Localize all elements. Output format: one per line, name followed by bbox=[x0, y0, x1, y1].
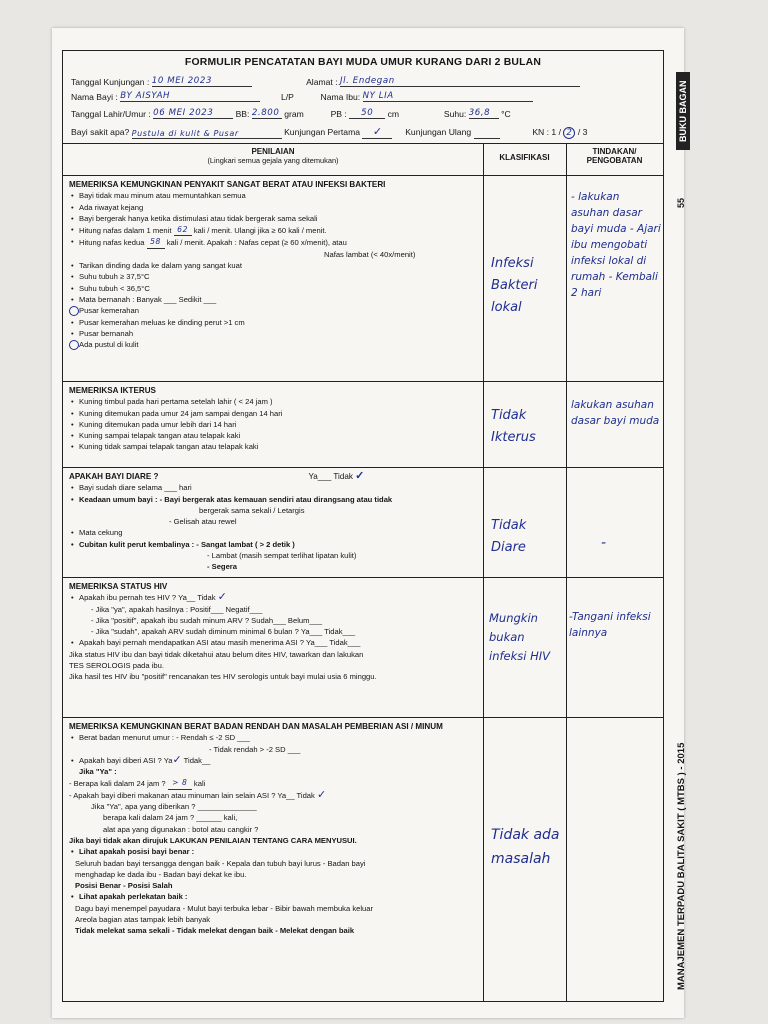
kn-value[interactable]: 2 bbox=[563, 127, 575, 139]
s5-title: MEMERIKSA KEMUNGKINAN BERAT BADAN RENDAH DAN MASALAH PEMBERIAN ASI / MINUM bbox=[69, 722, 443, 731]
tanggal-lahir-label: Tanggal Lahir/Umur : bbox=[71, 109, 151, 119]
s2-tindakan[interactable]: lakukan asuhan dasar bayi muda bbox=[571, 399, 660, 427]
s5-posisi-options[interactable]: Posisi Benar - Posisi Salah bbox=[75, 881, 173, 891]
buku-bagan-tab: BUKU BAGAN bbox=[676, 73, 690, 151]
footer-mtbs: MANAJEMEN TERPADU BALITA SAKIT ( MTBS ) - 2015 bbox=[676, 742, 687, 990]
s1-item[interactable]: • Mata bernanah : Banyak ___ Sedikit ___ bbox=[69, 294, 481, 305]
s3-ya-tidak[interactable]: Ya___ Tidak bbox=[308, 472, 353, 481]
s5-kali: kali bbox=[193, 779, 206, 789]
section-ikterus bbox=[69, 385, 481, 453]
s5-perlekatan-options[interactable]: Tidak melekat sama sekali - Tidak melekat dengan baik - Melekat dengan baik bbox=[75, 926, 355, 936]
section-diare bbox=[69, 471, 481, 573]
s5-klasifikasi[interactable]: Tidak ada masalah bbox=[491, 827, 560, 867]
kn-label: KN : 1 / bbox=[532, 127, 561, 137]
s3-tidak-check[interactable]: ✓ bbox=[355, 470, 365, 482]
s5-note: Jika bayi tidak akan dirujuk LAKUKAN PENILAIAN TENTANG CARA MENYUSUI. bbox=[69, 835, 357, 845]
s1-pusar-kemerahan: Pusar kemerahan bbox=[79, 306, 139, 316]
s4-item[interactable]: - Jika "sudah", apakah ARV sudah diminum minimal 6 bulan ? Ya___ Tidak___ bbox=[91, 627, 356, 637]
form-frame bbox=[62, 50, 664, 1002]
s4-tes-hiv: Apakah ibu pernah tes HIV ? Ya__ Tidak bbox=[79, 593, 216, 603]
s1-item[interactable]: • Bayi bergerak hanya ketika distimulasi atau tidak bergerak sama sekali bbox=[69, 213, 481, 224]
page-number: 55 bbox=[676, 197, 686, 208]
s5-perlekatan-text: Dagu bayi menempel payudara - Mulut bayi terbuka lebar - Bibir bawah membuka keluar bbox=[75, 903, 373, 913]
s5-asi-check[interactable]: ✓ bbox=[172, 753, 182, 766]
s3-gelisah[interactable]: - Gelisah atau rewel bbox=[169, 517, 237, 527]
s3-lambat[interactable]: - Lambat (masih sempat terlihat lipatan kulit) bbox=[207, 551, 357, 561]
s3-tindakan[interactable]: - bbox=[601, 535, 607, 551]
tanggal-lahir-value[interactable]: 06 MEI 2023 bbox=[153, 108, 233, 119]
col-tindakan: TINDAKAN/ PENGOBATAN bbox=[586, 147, 643, 165]
sakit-value[interactable]: Pustula di kulit & Pusar bbox=[132, 129, 282, 139]
s4-note: Jika status HIV ibu dan bayi tidak diketahui atau belum dites HIV, tawarkan dan lakukan bbox=[69, 649, 364, 659]
bb-label: BB: bbox=[235, 109, 250, 119]
s1-nafas-lambat: Nafas lambat (< 40x/menit) bbox=[324, 249, 416, 259]
section-hiv bbox=[69, 581, 481, 683]
col-klasifikasi: KLASIFIKASI bbox=[499, 153, 550, 162]
s2-item[interactable]: • Kuning sampai telapak tangan atau telapak kaki bbox=[69, 430, 481, 441]
s5-item[interactable]: Jika "Ya", apa yang diberikan ? ______________ bbox=[91, 802, 257, 812]
s1-item[interactable]: • Pusar kemerahan meluas ke dinding perut >1 cm bbox=[69, 317, 481, 328]
s2-klasifikasi[interactable]: Tidak Ikterus bbox=[491, 408, 536, 445]
header-row-1 bbox=[71, 76, 580, 87]
kn-suffix: / 3 bbox=[577, 127, 588, 137]
s1-nafas1-label: Hitung nafas dalam 1 menit bbox=[79, 226, 172, 236]
pb-value[interactable]: 50 bbox=[349, 108, 385, 119]
s5-perlekatan-title: • Lihat apakah perlekatan baik : bbox=[69, 891, 481, 902]
form-title: FORMULIR PENCATATAN BAYI MUDA UMUR KURANG DARI 2 BULAN bbox=[184, 57, 542, 68]
s5-posisi-text: menghadap ke dada ibu - Badan bayi dekat ke ibu. bbox=[75, 869, 247, 879]
s1-item-circled[interactable] bbox=[69, 305, 481, 316]
pb-label: PB : bbox=[330, 109, 347, 119]
s1-nafas1-text: kali / menit. Ulangi jika ≥ 60 kali / menit. bbox=[193, 226, 327, 236]
s5-jika-ya: Jika "Ya" : bbox=[79, 767, 117, 777]
header-row-2 bbox=[71, 91, 533, 102]
kunjungan-pertama-label: Kunjungan Pertama bbox=[284, 127, 361, 137]
assessment-table bbox=[63, 143, 663, 1001]
s5-item[interactable]: alat apa yang digunakan : botol atau cangkir ? bbox=[103, 824, 259, 834]
pb-unit: cm bbox=[387, 109, 400, 119]
s3-letargis: bergerak sama sekali / Letargis bbox=[199, 505, 305, 515]
kunjungan-ulang-field[interactable] bbox=[474, 138, 500, 139]
suhu-label: Suhu: bbox=[443, 109, 467, 119]
s2-item[interactable]: • Kuning ditemukan pada umur lebih dari 14 hari bbox=[69, 419, 481, 430]
s5-item-berapa[interactable] bbox=[69, 777, 481, 789]
s5-perlekatan-text: Areola bagian atas tampak lebih banyak bbox=[75, 915, 211, 925]
s3-segera[interactable]: - Segera bbox=[207, 562, 237, 572]
sakit-label: Bayi sakit apa? bbox=[71, 127, 130, 137]
s4-klasifikasi[interactable]: Mungkin bukan infeksi HIV bbox=[489, 611, 551, 663]
s2-item[interactable]: • Kuning timbul pada hari pertama setelah lahir ( < 24 jam ) bbox=[69, 396, 481, 407]
s3-item[interactable]: • Bayi sudah diare selama ___ hari bbox=[69, 482, 481, 493]
col-penilaian-sub: (Lingkari semua gejala yang ditemukan) bbox=[207, 156, 339, 165]
form-paper bbox=[52, 28, 684, 1018]
tanggal-kunjungan-label: Tanggal Kunjungan : bbox=[71, 77, 150, 87]
s1-item-circled[interactable] bbox=[69, 339, 481, 350]
s2-item[interactable]: • Kuning ditemukan pada umur 24 jam sampai dengan 14 hari bbox=[69, 408, 481, 419]
s1-item[interactable]: • Suhu tubuh ≥ 37,5°C bbox=[69, 271, 481, 282]
s1-item[interactable]: • Suhu tubuh < 36,5°C bbox=[69, 283, 481, 294]
s5-berapa-value[interactable]: > 8 bbox=[168, 777, 192, 789]
s5-item[interactable]: berapa kali dalam 24 jam ? ______ kali, bbox=[103, 813, 238, 823]
nama-bayi-label: Nama Bayi : bbox=[71, 92, 118, 102]
row-line-s4 bbox=[63, 717, 663, 718]
col-penilaian-title: PENILAIAN bbox=[251, 147, 295, 156]
s4-note: TES SEROLOGIS pada ibu. bbox=[69, 661, 164, 671]
s5-asi-tidak: Tidak__ bbox=[183, 755, 211, 765]
bb-value[interactable]: 2.800 bbox=[252, 108, 282, 119]
s1-item[interactable]: • Bayi tidak mau minum atau memuntahkan semua bbox=[69, 190, 481, 201]
s4-tindakan[interactable]: -Tangani infeksi lainnya bbox=[569, 611, 651, 639]
s5-berapa-label: - Berapa kali dalam 24 jam ? bbox=[69, 779, 166, 789]
s4-title: MEMERIKSA STATUS HIV bbox=[69, 582, 168, 591]
s1-item[interactable]: • Tarikan dinding dada ke dalam yang sangat kuat bbox=[69, 260, 481, 271]
tanggal-kunjungan-value[interactable]: 10 MEI 2023 bbox=[152, 76, 252, 87]
s1-title: MEMERIKSA KEMUNGKINAN PENYAKIT SANGAT BERAT ATAU INFEKSI BAKTERI bbox=[69, 180, 386, 189]
s4-item[interactable] bbox=[69, 592, 481, 603]
s1-item[interactable]: • Pusar bernanah bbox=[69, 328, 481, 339]
lp-label: L/P bbox=[280, 92, 294, 102]
s4-item[interactable]: • Apakah bayi pernah mendapatkan ASI atau masih menerima ASI ? Ya___ Tidak___ bbox=[69, 637, 481, 648]
header-row-3 bbox=[71, 108, 511, 119]
s3-item[interactable]: • Mata cekung bbox=[69, 527, 481, 538]
s3-item[interactable]: • Cubitan kulit perut kembalinya : - Sangat lambat ( > 2 detik ) bbox=[69, 539, 481, 550]
row-line-s2 bbox=[63, 467, 663, 468]
section-infeksi-bakteri bbox=[69, 179, 481, 350]
nama-ibu-label: Nama Ibu: bbox=[320, 92, 361, 102]
s1-nafas2-label: Hitung nafas kedua bbox=[79, 238, 145, 248]
circle-mark-icon bbox=[69, 340, 79, 350]
s5-asi-ya: Apakah bayi diberi ASI ? Ya bbox=[79, 755, 173, 765]
suhu-unit: °C bbox=[501, 109, 511, 119]
nama-bayi-value[interactable]: BY AISYAH bbox=[120, 91, 260, 102]
s5-makanan-check[interactable]: ✓ bbox=[316, 788, 327, 801]
s5-posisi-title: • Lihat apakah posisi bayi benar : bbox=[69, 846, 481, 857]
s4-item[interactable]: - Jika "ya", apakah hasilnya : Positif___ Negatif___ bbox=[91, 604, 263, 614]
s1-nafas2-value[interactable]: 58 bbox=[147, 236, 165, 248]
s4-tidak-check[interactable]: ✓ bbox=[217, 591, 227, 604]
s5-posisi-text: Seluruh badan bayi tersangga dengan baik - Kepala dan tubuh bayi lurus - Badan bayi bbox=[75, 858, 366, 868]
s1-pustul: Ada pustul di kulit bbox=[79, 340, 139, 350]
row-line-s3 bbox=[63, 577, 663, 578]
s3-klasifikasi[interactable]: Tidak Diare bbox=[491, 518, 527, 555]
s5-item[interactable]: - Tidak rendah > -2 SD ___ bbox=[209, 744, 301, 754]
row-line-head bbox=[63, 175, 663, 176]
s2-item[interactable]: • Kuning tidak sampai telapak tangan atau telapak kaki bbox=[69, 441, 481, 452]
s3-item[interactable]: • Keadaan umum bayi : - Bayi bergerak atas kemauan sendiri atau dirangsang atau tidak bbox=[69, 494, 481, 505]
nama-ibu-value[interactable]: NY LIA bbox=[363, 91, 533, 102]
bb-unit: gram bbox=[284, 109, 304, 119]
col-penilaian bbox=[63, 147, 483, 165]
s3-title-text: APAKAH BAYI DIARE ? bbox=[69, 472, 159, 481]
section-berat-badan-asi bbox=[69, 721, 481, 937]
s5-makanan-label: - Apakah bayi diberi makanan atau minuman lain selain ASI ? Ya__ Tidak bbox=[69, 790, 315, 800]
circle-mark-icon bbox=[69, 306, 79, 316]
s5-item-makanan[interactable] bbox=[69, 790, 481, 801]
alamat-value[interactable]: Jl. Endegan bbox=[340, 76, 580, 87]
s5-item[interactable]: • Berat badan menurut umur : - Rendah ≤ -2 SD ___ bbox=[69, 732, 481, 743]
row-line-s1 bbox=[63, 381, 663, 382]
header-row-4 bbox=[71, 125, 587, 139]
s1-tindakan[interactable]: - lakukan asuhan dasar bayi muda - Ajari ibu mengobati infeksi lokal di rumah - Kembali 2 hari bbox=[571, 191, 661, 299]
s1-nafas2-text: kali / menit. Apakah : Nafas cepat (≥ 60 x/menit), atau bbox=[166, 238, 347, 248]
s5-item-asi[interactable] bbox=[69, 755, 481, 766]
row-line-top bbox=[63, 143, 663, 144]
suhu-value[interactable]: 36,8 bbox=[469, 108, 499, 119]
s2-title: MEMERIKSA IKTERUS bbox=[69, 386, 156, 395]
alamat-label: Alamat : bbox=[306, 77, 338, 87]
s1-item-nafas-2[interactable] bbox=[69, 236, 481, 248]
s1-item-nafas-1[interactable] bbox=[69, 224, 481, 236]
col-divider-1 bbox=[483, 143, 484, 1001]
s4-item[interactable]: - Jika "positif", apakah ibu sudah minum ARV ? Sudah___ Belum___ bbox=[91, 615, 323, 625]
s1-klasifikasi[interactable]: Infeksi Bakteri lokal bbox=[491, 256, 538, 315]
s4-note: Jika hasil tes HIV ibu "positif" rencanakan tes HIV serologis untuk bayi mulai usia 6 minggu. bbox=[69, 672, 377, 682]
s3-title bbox=[69, 471, 481, 482]
s1-item[interactable]: • Ada riwayat kejang bbox=[69, 202, 481, 213]
s1-nafas1-value[interactable]: 62 bbox=[174, 224, 192, 236]
kunjungan-pertama-check[interactable]: ✓ bbox=[362, 125, 392, 139]
kunjungan-ulang-label: Kunjungan Ulang bbox=[405, 127, 472, 137]
col-divider-2 bbox=[566, 143, 567, 1001]
